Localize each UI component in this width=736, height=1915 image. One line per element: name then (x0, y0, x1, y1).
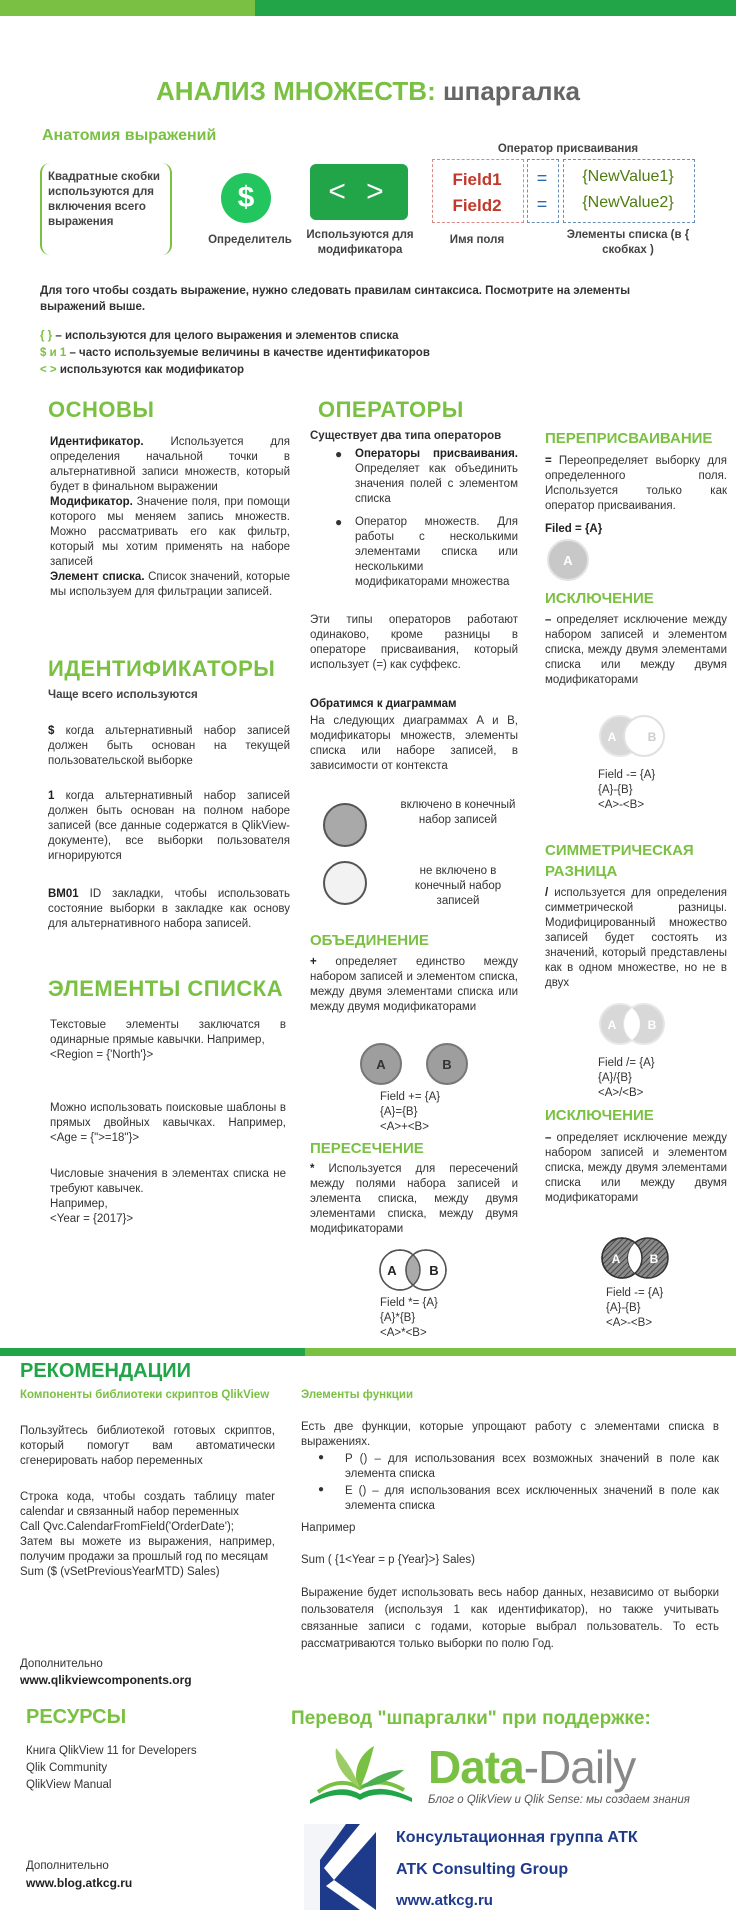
recommendations-left-sub: Компоненты библиотеки скриптов QlikView (20, 1389, 270, 1401)
bullet-icon: ● (318, 1452, 325, 1463)
exclusion-text: – определяет исключение между набором записей и элементом списка, между двумя элементами списка или между двумя модификаторами (545, 614, 727, 686)
book-logo-icon (300, 1742, 420, 1804)
legend-item: $ и 1 – часто используемые величины в качестве идентификаторов (40, 347, 430, 359)
recommendations-example-label: Например (301, 1522, 356, 1534)
list-elements-heading: ЭЛЕМЕНТЫ СПИСКА (48, 976, 284, 1001)
basics-text: Идентификатор. Используется для определения начальной точки в альтернативной записи множеств, который будет в финальном выражении Модификатор. Значение поля, при помощи которого мы меняем запись множеств. Можно рассматривать его как фильтр, который мы хотим применять на наборе записей Элемент списка. Список значений, которые мы используем для фильтрации записей. (50, 436, 291, 598)
not-included-label: не включено в конечный набор записей (414, 865, 502, 907)
recommendations-right-p1: Есть две функции, которые упрощают работу с элементами списка в выражениях. (301, 1421, 719, 1448)
field2-text: Field2 (452, 196, 502, 215)
atk-site-link[interactable]: www.atkcg.ru (396, 1892, 493, 1909)
assign-operator-label: Оператор присваивания (497, 143, 639, 155)
symdiff-text: / используется для определения симметрической разницы. Модифицированный множество записей будет состоять из значений, который представлены как в одном множестве, но не в двух (545, 887, 727, 989)
venn-label-b: B (442, 1057, 452, 1072)
recommendations-left-p1: Пользуйтесь библиотекой готовых скриптов, который помогут вам автоматически сгенерировать набор переменных (20, 1425, 275, 1467)
atk-logo-icon (300, 1820, 380, 1912)
section-divider (305, 1348, 736, 1356)
resource-item[interactable]: Qlik Community (26, 1762, 108, 1774)
top-bar-left (0, 0, 255, 16)
resources-heading: РЕСУРСЫ (26, 1706, 127, 1728)
resource-item[interactable]: Книга QlikView 11 for Developers (26, 1745, 197, 1757)
bullet-icon: ● (335, 515, 343, 529)
legend-item: { } – используются для целого выражения и элементов списка (40, 330, 399, 342)
values-label: Элементы списка (в { скобках ) (566, 229, 690, 256)
recommendations-right-p2: Выражение будет использовать весь набор данных, независимо от выборки пользователя (используя 1 как идентификатор), но также учитывать связанные записи с годами, которые выбрал пользователь. То есть рассматриваются только выборки по полю Год. (301, 1587, 719, 1650)
resource-item[interactable]: QlikView Manual (26, 1779, 112, 1791)
not-included-circle-icon (323, 861, 367, 905)
modifier-label: Используются для модификатора (306, 229, 414, 256)
venn-label-b: B (647, 730, 657, 744)
venn-label-a: A (387, 1263, 397, 1278)
resources-more: Дополнительно (26, 1860, 109, 1872)
operators-text: Эти типы операторов работают одинаково, кроме разницы в операторе присваивания, который использует (=) как суффекс. (310, 614, 518, 671)
data-daily-tagline: Блог о QlikView и Qlik Sense: мы создаем знания (428, 1794, 690, 1806)
diagrams-text: На следующих диаграммах A и B, модификаторы множеств, элементы списка или наборе записей, в зависимости от контекста (310, 715, 518, 772)
identifier-item: BM01 ID закладки, чтобы использовать состояние выборки в закладке как основу для альтернативного набора записей. (48, 888, 290, 930)
operators-heading: ОПЕРАТОРЫ (318, 397, 464, 422)
exclusion-examples: Field -= {A} {A}-{B} <A>-<B> (598, 769, 656, 811)
symdiff-examples: Field /= {A} {A}/{B} <A>/<B> (598, 1057, 655, 1099)
identifiers-sub: Чаще всего используются (48, 689, 198, 701)
recommendations-more: Дополнительно (20, 1658, 103, 1670)
brackets-text: Квадратные скобки используются для включения всего выражения (48, 171, 160, 228)
top-bar-right (255, 0, 736, 16)
venn-label-a: A (607, 1018, 617, 1032)
exclusion2-venn-icon (592, 1235, 678, 1281)
modifier-icon: < > (310, 164, 408, 220)
recommendations-right-b1: P () – для использования всех возможных значений в поле как элемента списка (345, 1453, 719, 1480)
exclusion-venn-icon (598, 713, 670, 759)
venn-label-a: A (376, 1057, 386, 1072)
venn-label-b: B (429, 1263, 439, 1278)
blog-link[interactable]: www.blog.atkcg.ru (26, 1876, 133, 1890)
identifiers-heading: ИДЕНТИФИКАТОРЫ (48, 656, 276, 681)
value2-text: {NewValue2} (582, 194, 674, 211)
venn-label-a: A (611, 1252, 621, 1266)
operators-bullet1: Операторы присваивания. Определяет как объединить значения полей с элементом списка (355, 448, 518, 505)
recommendations-example-code: Sum ( {1<Year = p {Year}>} Sales) (301, 1554, 476, 1566)
union-venn-icon (355, 1040, 475, 1090)
equals2-text: = (536, 194, 548, 214)
exclusion2-text: – определяет исключение между набором записей и элементом списка, между двумя элементами списка или между двумя модификаторами (545, 1132, 727, 1204)
anatomy-intro: Для того чтобы создать выражение, нужно следовать правилам синтаксиса. Посмотрите на элементы выражений выше. (40, 285, 631, 313)
equals1-text: = (536, 168, 548, 188)
exclusion-heading: ИСКЛЮЧЕНИЕ (545, 590, 654, 607)
symdiff-venn-icon (598, 1001, 670, 1047)
diagrams-heading: Обратимся к диаграммам (310, 698, 457, 710)
legend-item: < > используются как модификатор (40, 364, 245, 376)
recommendations-left-p2: Строка кода, чтобы создать таблицу mater calendar и связанный набор переменных Call Qvc.CalendarFromField('OrderDate'); Затем вы можете из выражения, например, получим продажи за прошлый год по месяцам Sum ($ (vSetPreviousYearMTD) Sales) (20, 1491, 275, 1578)
recommendations-right-sub: Элементы функции (301, 1389, 414, 1401)
anatomy-heading: Анатомия выражений (42, 127, 217, 144)
intersection-examples: Field *= {A} {A}*{B} <A>*<B> (380, 1297, 438, 1339)
dollar-label: Определитель (208, 234, 292, 246)
included-label: включено в конечный набор записей (400, 799, 516, 826)
dollar-icon: $ (221, 173, 271, 223)
atk-line1: Консультационная группа АТК (396, 1829, 638, 1846)
exclusion2-heading: ИСКЛЮЧЕНИЕ (545, 1107, 654, 1124)
union-examples: Field += {A} {A}={B} <A>+<B> (380, 1091, 441, 1133)
venn-label-a: A (563, 553, 573, 568)
intersection-venn-icon (376, 1247, 456, 1293)
symdiff-heading: СИММЕТРИЧЕСКАЯ РАЗНИЦА (545, 842, 694, 880)
section-divider (0, 1348, 305, 1356)
recommendations-heading: РЕКОМЕНДАЦИИ (20, 1360, 191, 1382)
reassign-text: = Переопределяет выборку для определенного поля. Используется только как оператор присваивания. (545, 455, 727, 512)
intersection-text: * Используется для пересечений между полями набора записей и элемента списка, между двумя элементами списка, между двумя модификаторами (310, 1163, 518, 1235)
venn-label-b: B (647, 1018, 657, 1032)
venn-label-a: A (607, 730, 617, 744)
venn-label-b: B (649, 1252, 659, 1266)
identifier-item: $ когда альтернативный набор записей должен быть основан на текущей пользовательской выборке (48, 725, 290, 767)
intersection-heading: ПЕРЕСЕЧЕНИЕ (310, 1140, 424, 1157)
bullet-icon: ● (335, 447, 343, 461)
reassign-example: Filed = {A} (545, 523, 603, 535)
identifier-item: 1 когда альтернативный набор записей должен быть основан на полном наборе записей (все данные содержатся в QlikView-документе), все выборки пользователя игнорируются (48, 790, 290, 862)
included-circle-icon (323, 803, 367, 847)
operators-sub: Существует два типа операторов (310, 430, 502, 442)
reassign-heading: ПЕРЕПРИСВАИВАНИЕ (545, 430, 713, 447)
exclusion2-examples: Field -= {A} {A}-{B} <A>-<B> (606, 1287, 664, 1329)
reassign-venn-icon (545, 537, 595, 583)
field-label: Имя поля (449, 234, 505, 246)
operators-bullet2: Оператор множеств. Для работы с несколькими элементами списка или несколькими модификаторами множества (355, 516, 518, 588)
value1-text: {NewValue1} (582, 168, 674, 185)
data-daily-brand: Data-Daily (428, 1741, 636, 1793)
union-text: + определяет единство между набором записей и элементом списка, между двумя элементами списка или между двумя модификаторами (310, 956, 518, 1013)
list-elements-p3: Числовые значения в элементах списка не требуют кавычек. Например, <Year = {2017}> (50, 1168, 286, 1225)
bullet-icon: ● (318, 1484, 325, 1495)
resources-list (26, 1743, 197, 1794)
union-heading: ОБЪЕДИНЕНИЕ (310, 932, 429, 949)
atk-line2: ATK Consulting Group (396, 1861, 569, 1878)
basics-heading: ОСНОВЫ (48, 397, 155, 422)
qlikviewcomponents-link[interactable]: www.qlikviewcomponents.org (20, 1673, 192, 1687)
recommendations-right-b2: E () – для использования всех исключенных значений в поле как элемента списка (345, 1485, 719, 1512)
list-elements-p1: Текстовые элементы заключатся в одинарные прямые кавычки. Например, <Region = {'North'}> (50, 1019, 286, 1061)
field1-text: Field1 (452, 170, 502, 189)
page-title: АНАЛИЗ МНОЖЕСТВ: шпаргалка (156, 76, 580, 106)
list-elements-p2: Можно использовать поисковые шаблоны в прямых двойных кавычках. Например, <Age = {">=18"}> (50, 1102, 286, 1144)
support-heading: Перевод "шпаргалки" при поддержке: (291, 1708, 651, 1729)
